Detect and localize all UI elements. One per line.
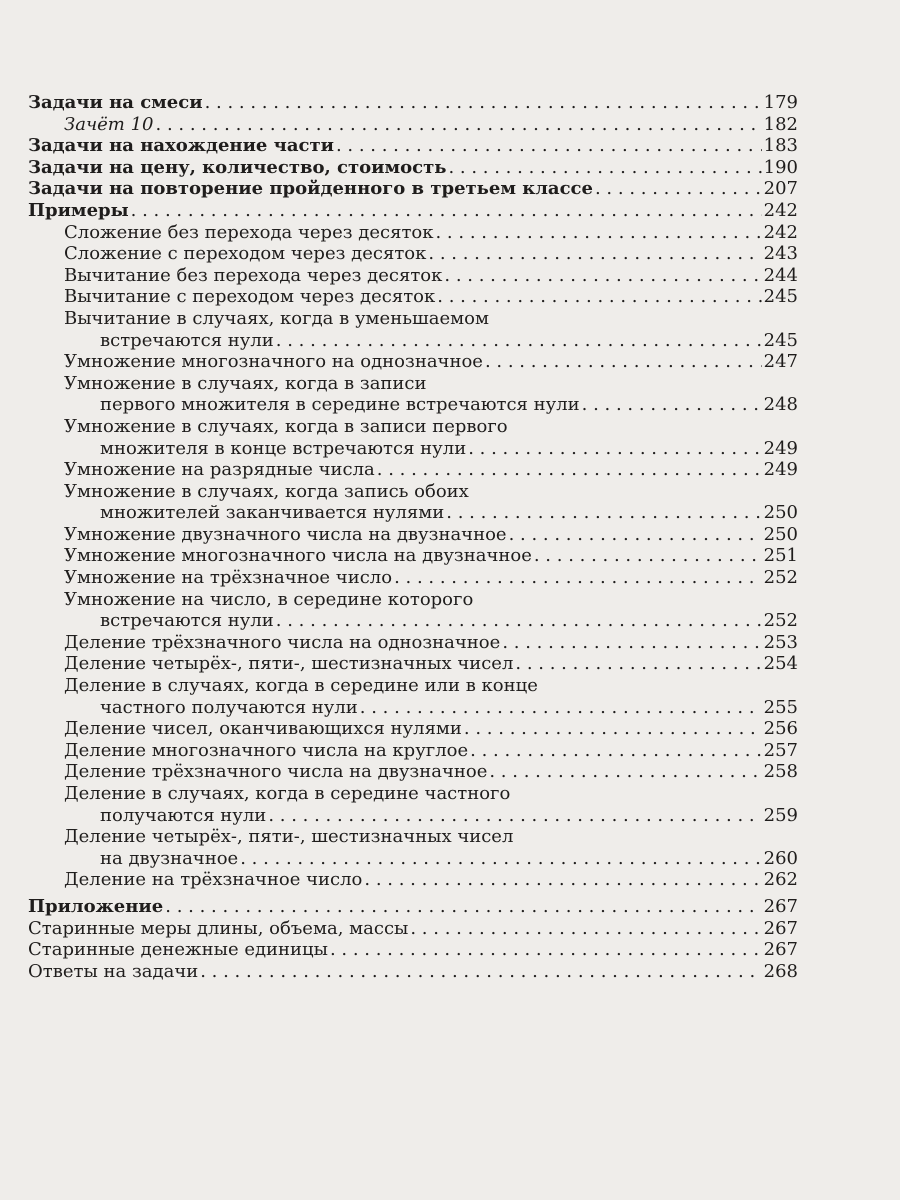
dot-leader bbox=[489, 761, 761, 783]
dot-leader bbox=[502, 632, 761, 654]
toc-entry-title bbox=[28, 92, 798, 114]
toc-entry-text: множителя в конце встречаются нули bbox=[100, 437, 467, 459]
toc-entry-text: Сложение без перехода через десяток bbox=[64, 221, 434, 243]
toc-entry-title bbox=[28, 351, 798, 373]
dot-leader bbox=[470, 740, 761, 762]
toc-entry-title bbox=[28, 222, 798, 244]
toc-entry-text: Умножение в случаях, когда запись обоих bbox=[64, 480, 469, 502]
toc-page-number: 248 bbox=[763, 394, 798, 416]
toc-entry-text: Вычитание без перехода через десяток bbox=[64, 264, 443, 286]
toc-page-number: 242 bbox=[763, 199, 798, 221]
toc-entry-title bbox=[28, 761, 798, 783]
toc-entry bbox=[28, 869, 798, 891]
toc-page-number: 255 bbox=[763, 696, 798, 718]
toc-entry-title bbox=[28, 826, 798, 848]
toc-entry bbox=[28, 351, 798, 373]
toc-entry-title bbox=[28, 459, 798, 481]
toc-entry-title bbox=[28, 524, 798, 546]
dot-leader bbox=[360, 697, 762, 719]
toc-entry-title bbox=[28, 178, 798, 200]
toc-entry-text: Умножение на трёхзначное число bbox=[64, 567, 393, 589]
toc-entry bbox=[28, 826, 798, 869]
toc-entry-text: Умножение многозначного на однозначное bbox=[64, 351, 483, 373]
dot-leader bbox=[394, 567, 762, 589]
toc-entry-text: Деление четырёх-, пяти-, шестизначных чисел bbox=[64, 826, 514, 848]
toc-entry-text: Деление многозначного числа на круглое bbox=[64, 739, 469, 761]
toc-entry-text: множителей заканчивается нулями bbox=[100, 502, 445, 524]
toc-entry-text: встречаются нули bbox=[100, 329, 274, 351]
toc-entry-title-continuation bbox=[28, 848, 798, 870]
toc-entry bbox=[28, 459, 798, 481]
toc-page-number: 250 bbox=[763, 502, 798, 524]
toc-entry bbox=[28, 243, 798, 265]
toc-entry bbox=[28, 114, 798, 136]
dot-leader bbox=[205, 92, 762, 114]
dot-leader bbox=[156, 114, 762, 136]
dot-leader bbox=[437, 286, 761, 308]
toc-entry-title bbox=[28, 718, 798, 740]
toc-entry bbox=[28, 918, 798, 940]
toc-entry-title-continuation bbox=[28, 394, 798, 416]
toc-entry-title bbox=[28, 740, 798, 762]
bleed-through-top bbox=[0, 60, 900, 80]
toc-entry-text: встречаются нули bbox=[100, 610, 274, 632]
dot-leader bbox=[336, 135, 762, 157]
toc-entry-text: Деление в случаях, когда в середине частного bbox=[64, 783, 511, 804]
dot-leader bbox=[485, 351, 762, 373]
toc-entry bbox=[28, 653, 798, 675]
toc-entry-text: Ответы на задачи bbox=[28, 960, 199, 982]
toc-entry bbox=[28, 157, 798, 179]
dot-leader bbox=[165, 896, 761, 918]
toc-page-number: 249 bbox=[763, 459, 798, 481]
dot-leader bbox=[435, 222, 761, 244]
toc-entry-text: Умножение в случаях, когда в записи bbox=[64, 372, 427, 394]
toc-entry-text: Деление в случаях, когда в середине или в конце bbox=[64, 675, 538, 697]
toc-entry-title bbox=[28, 632, 798, 654]
toc-entry bbox=[28, 524, 798, 546]
toc-entry-text: частного получаются нули bbox=[100, 696, 358, 718]
dot-leader bbox=[428, 243, 761, 265]
toc-entry-text: Умножение на разрядные числа bbox=[64, 459, 375, 481]
toc-page-number: 183 bbox=[763, 135, 798, 157]
toc-entry-title bbox=[28, 135, 798, 157]
toc-entry-title bbox=[28, 675, 798, 697]
toc-entry-title bbox=[28, 157, 798, 179]
toc-entry-title bbox=[28, 545, 798, 567]
toc-entry-text: Старинные денежные единицы bbox=[28, 939, 328, 961]
toc-entry-title bbox=[28, 481, 798, 503]
toc-entry-text: получаются нули bbox=[100, 804, 267, 826]
toc-page-number: 247 bbox=[763, 351, 798, 373]
toc-page-number: 253 bbox=[763, 631, 798, 653]
toc-entry-title bbox=[28, 416, 798, 438]
toc-page-number: 268 bbox=[763, 960, 798, 982]
toc-entry bbox=[28, 896, 798, 918]
toc-entry-title-continuation bbox=[28, 502, 798, 524]
toc-entry-text: Деление четырёх-, пяти-, шестизначных чисел bbox=[64, 653, 514, 675]
toc-entry bbox=[28, 135, 798, 157]
toc-entry bbox=[28, 92, 798, 114]
toc-entry bbox=[28, 632, 798, 654]
toc-entry bbox=[28, 308, 798, 351]
toc-entry-text: Вычитание с переходом через десяток bbox=[64, 286, 436, 308]
dot-leader bbox=[200, 961, 761, 983]
toc-entry-text: Приложение bbox=[28, 895, 164, 917]
toc-entry-title bbox=[28, 114, 798, 136]
toc-page-number: 190 bbox=[763, 156, 798, 178]
toc-entry bbox=[28, 567, 798, 589]
toc-entry bbox=[28, 718, 798, 740]
dot-leader bbox=[468, 438, 761, 460]
toc-page-number: 258 bbox=[763, 761, 798, 783]
toc-entry-title bbox=[28, 567, 798, 589]
toc-entry-text: Деление трёхзначного числа на однозначное bbox=[64, 631, 501, 653]
dot-leader bbox=[515, 653, 761, 675]
dot-leader bbox=[464, 718, 762, 740]
dot-leader bbox=[276, 330, 762, 352]
toc-entry bbox=[28, 961, 798, 983]
toc-page-number: 179 bbox=[763, 92, 798, 113]
dot-leader bbox=[446, 502, 761, 524]
dot-leader bbox=[364, 869, 761, 891]
dot-leader bbox=[582, 394, 762, 416]
dot-leader bbox=[330, 939, 762, 961]
toc-page-number: 259 bbox=[763, 804, 798, 826]
toc-entry bbox=[28, 740, 798, 762]
toc-entry-text: Деление чисел, оканчивающихся нулями bbox=[64, 718, 462, 740]
dot-leader bbox=[595, 178, 762, 200]
toc-entry-title-continuation bbox=[28, 805, 798, 827]
toc-page-number: 244 bbox=[763, 264, 798, 286]
dot-leader bbox=[131, 200, 762, 222]
toc-page-number: 260 bbox=[763, 847, 798, 869]
toc-entry-title bbox=[28, 869, 798, 891]
toc-entry-text: Зачёт 10 bbox=[64, 113, 154, 135]
toc-page-number: 250 bbox=[763, 523, 798, 545]
toc-page-number: 254 bbox=[763, 653, 798, 675]
toc-page-number: 267 bbox=[763, 895, 798, 917]
toc-entry-text: Деление трёхзначного числа на двузначное bbox=[64, 761, 488, 783]
toc-entry bbox=[28, 416, 798, 459]
toc-page-number: 267 bbox=[763, 939, 798, 961]
toc-page-number: 242 bbox=[763, 221, 798, 243]
toc-entry-text: Умножение в случаях, когда в записи первого bbox=[64, 415, 508, 437]
dot-leader bbox=[534, 545, 762, 567]
toc-entry-title bbox=[28, 373, 798, 395]
dot-leader bbox=[276, 610, 762, 632]
toc-page-number: 249 bbox=[763, 437, 798, 459]
toc-entry-text: Умножение на число, в середине которого bbox=[64, 588, 474, 610]
toc-entry bbox=[28, 761, 798, 783]
toc-entry bbox=[28, 675, 798, 718]
toc-page-number: 262 bbox=[763, 869, 798, 891]
toc-page-number: 245 bbox=[763, 286, 798, 308]
toc-page-number: 243 bbox=[763, 243, 798, 265]
toc-entry-text: Примеры bbox=[28, 199, 129, 221]
toc-entry-title bbox=[28, 939, 798, 961]
toc-entry-title bbox=[28, 286, 798, 308]
toc-entry-title-continuation bbox=[28, 610, 798, 632]
toc-entry-title-continuation bbox=[28, 438, 798, 460]
toc-page-number: 252 bbox=[763, 610, 798, 632]
toc-entry-title bbox=[28, 961, 798, 983]
toc-entry-text: Старинные меры длины, объема, массы bbox=[28, 917, 409, 939]
toc-entry bbox=[28, 222, 798, 244]
toc-entry bbox=[28, 178, 798, 200]
toc-entry-title-continuation bbox=[28, 697, 798, 719]
toc-page-number: 251 bbox=[763, 545, 798, 567]
toc-entry-text: Задачи на повторение пройденного в третьем классе bbox=[28, 178, 593, 200]
toc-page-number: 267 bbox=[763, 917, 798, 939]
toc-page-number: 207 bbox=[763, 178, 798, 200]
dot-leader bbox=[240, 848, 761, 870]
toc-entry-title bbox=[28, 200, 798, 222]
toc-page-number: 182 bbox=[763, 113, 798, 135]
toc-entry-text: Задачи на смеси bbox=[28, 92, 203, 113]
toc-entry bbox=[28, 200, 798, 222]
table-of-contents bbox=[28, 92, 798, 982]
toc-entry-title bbox=[28, 265, 798, 287]
toc-entry-text: Умножение многозначного числа на двузначное bbox=[64, 545, 532, 567]
toc-entry-title bbox=[28, 653, 798, 675]
toc-entry-title bbox=[28, 896, 798, 918]
dot-leader bbox=[444, 265, 761, 287]
toc-entry-text: Задачи на нахождение части bbox=[28, 135, 334, 157]
dot-leader bbox=[377, 459, 762, 481]
toc-entry-text: Задачи на цену, количество, стоимость bbox=[28, 156, 447, 178]
toc-entry bbox=[28, 265, 798, 287]
toc-entry-title bbox=[28, 589, 798, 611]
toc-entry-text: на двузначное bbox=[100, 847, 239, 869]
toc-page-number: 252 bbox=[763, 567, 798, 589]
dot-leader bbox=[509, 524, 762, 546]
toc-entry bbox=[28, 286, 798, 308]
toc-entry-text: первого множителя в середине встречаются нули bbox=[100, 394, 580, 416]
toc-entry-title bbox=[28, 243, 798, 265]
toc-entry bbox=[28, 545, 798, 567]
toc-entry-title bbox=[28, 783, 798, 805]
toc-page-number: 257 bbox=[763, 739, 798, 761]
dot-leader bbox=[268, 805, 761, 827]
toc-entry-text: Деление на трёхзначное число bbox=[64, 869, 363, 891]
toc-entry-title bbox=[28, 918, 798, 940]
toc-entry bbox=[28, 939, 798, 961]
toc-entry bbox=[28, 589, 798, 632]
dot-leader bbox=[410, 918, 761, 940]
toc-page-number: 245 bbox=[763, 329, 798, 351]
toc-entry-text: Вычитание в случаях, когда в уменьшаемом bbox=[64, 307, 489, 329]
toc-entry-text: Сложение с переходом через десяток bbox=[64, 243, 427, 265]
toc-entry-title-continuation bbox=[28, 330, 798, 352]
toc-entry-text: Умножение двузначного числа на двузначное bbox=[64, 523, 507, 545]
toc-entry bbox=[28, 783, 798, 826]
toc-entry-title bbox=[28, 308, 798, 330]
dot-leader bbox=[448, 157, 761, 179]
toc-entry bbox=[28, 481, 798, 524]
toc-page-number: 256 bbox=[763, 718, 798, 740]
toc-entry bbox=[28, 373, 798, 416]
